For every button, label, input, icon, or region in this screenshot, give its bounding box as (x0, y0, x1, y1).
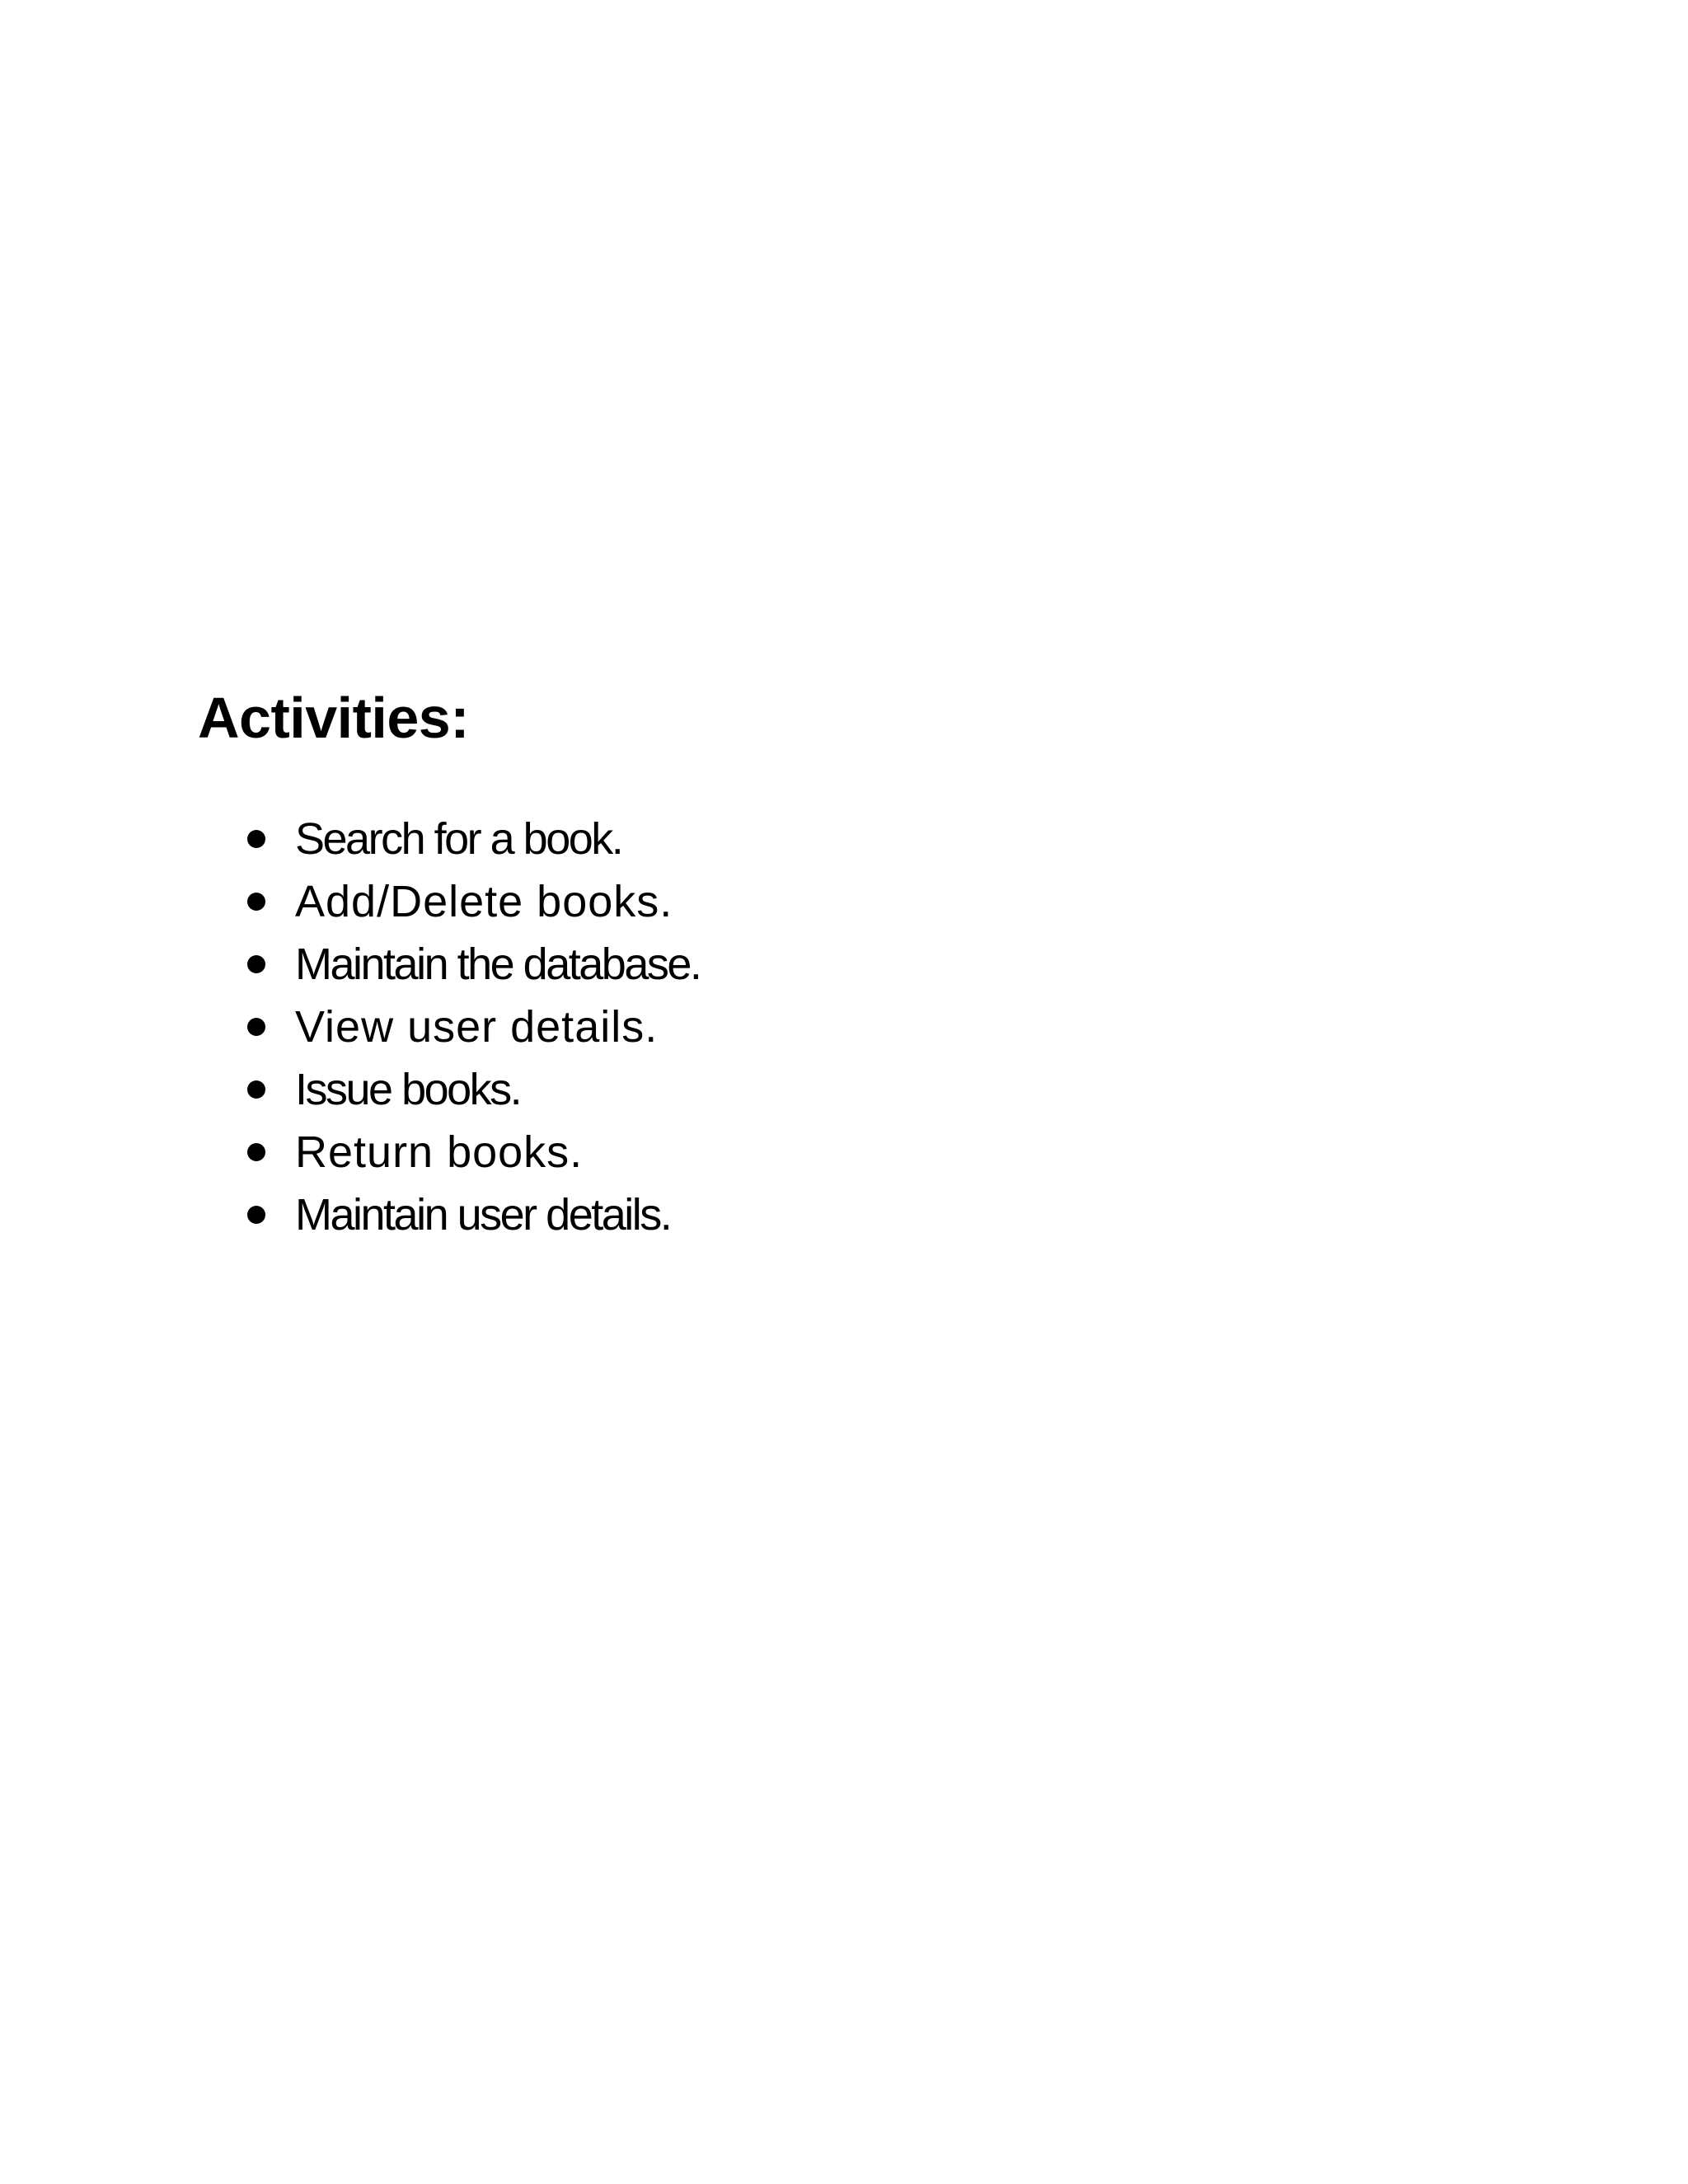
list-item-text: View user details. (295, 1002, 659, 1052)
list-item (247, 1121, 700, 1183)
list-item-text: Maintain user details. (295, 1190, 671, 1240)
list-item-text: Return books. (295, 1127, 584, 1177)
list-item (247, 996, 700, 1058)
list-item (247, 808, 700, 870)
bullet-icon (247, 1206, 265, 1224)
list-item (247, 870, 700, 933)
list-item (247, 1058, 700, 1121)
bullet-icon (247, 955, 265, 973)
bullet-icon (247, 1080, 265, 1099)
list-item-text: Maintain the database. (295, 940, 701, 989)
list-item (247, 1183, 700, 1246)
section-heading: Activities: (198, 686, 470, 750)
bullet-icon (247, 1018, 265, 1036)
bullet-icon (247, 830, 265, 848)
list-item-text: Add/Delete books. (295, 877, 673, 926)
list-item (247, 933, 700, 996)
list-item-text: Issue books. (295, 1065, 521, 1114)
list-item-text: Search for a book. (295, 814, 622, 864)
bullet-icon (247, 1143, 265, 1161)
activities-list (247, 808, 700, 1246)
bullet-icon (247, 893, 265, 911)
